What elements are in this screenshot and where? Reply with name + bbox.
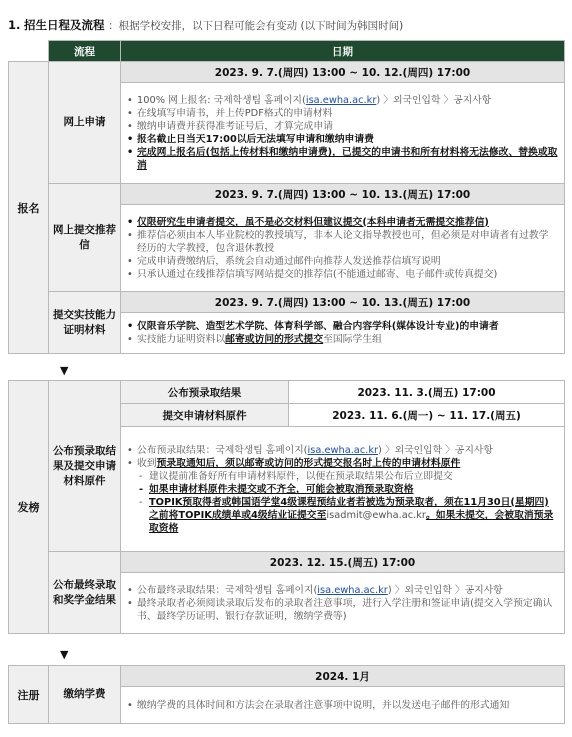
details-final xyxy=(121,573,565,634)
list-item: • 实技能力证明资料以邮寄或访问的形式提交至国际学生组 xyxy=(127,333,558,346)
list-item: • 报名截止日当天17:00以后无法填写申请和缴纳申请费 xyxy=(127,133,558,146)
list-item: - TOPIK预取得者或韩国语学堂4级课程预结业者若被选为预录取者，须在11月30日(星期四)之前将TOPIK成绩单或4级结业证提交至isadmit@ewha.ac.kr。如果未提交，会被取消预录取资格 xyxy=(127,496,558,535)
header-date: 日期 xyxy=(121,41,565,62)
section-heading xyxy=(8,17,403,33)
announce-label: 公布预录取结果 xyxy=(121,381,289,404)
list-item: • 仅限研究生申请者提交，虽不是必交材料但建议提交(本科申请者无需提交推荐信) xyxy=(127,216,558,229)
list-item: • 100% 网上报名: 국제학생팀 홈페이지(isa.ewha.ac.kr) 〉외국인입학 〉공지사항 xyxy=(127,94,558,107)
list-item: • 缴纳学费的具体时间和方法会在录取者注意事项中说明，并以发送电子邮件的形式通知 xyxy=(127,699,558,712)
details-tuition xyxy=(121,687,565,724)
list-item: • 收到预录取通知后，须以邮寄或访问的形式提交报名时上传的申请材料原件 xyxy=(127,457,558,470)
date-recommendation: 2023. 9. 7.(周四) 13:00 ~ 10. 13.(周五) 17:00 xyxy=(121,184,565,205)
list-item: • 只承认通过在线推荐信填写网站提交的推荐信(不能通过邮寄、电子邮件或传真提交) xyxy=(127,268,558,281)
details-recommendation xyxy=(121,205,565,292)
step-prelim: 公布预录取结果及提交申请材料原件 xyxy=(49,381,121,552)
section-note: ：根据学校安排，以下日程可能会有变动 (以下时间为韩国时间) xyxy=(108,20,404,32)
list-item: • 完成网上报名后(包括上传材料和缴纳申请费)，已提交的申请书和所有材料将无法修改、替换或取消 xyxy=(127,146,558,172)
category-apply: 报名 xyxy=(9,62,49,354)
docs-label: 提交申请材料原件 xyxy=(121,404,289,427)
list-item: • 最终录取者必须阅读录取后发布的录取者注意事项，进行入学注册和签证申请(提交入学预定确认书、最终学历证明、银行存款证明，缴纳学费等) xyxy=(127,597,558,623)
step-recommendation: 网上提交推荐信 xyxy=(49,184,121,292)
isa-link[interactable]: isa.ewha.ac.kr xyxy=(317,584,388,596)
date-tuition: 2024. 1月 xyxy=(121,666,565,687)
category-register: 注册 xyxy=(9,666,49,724)
details-prelim xyxy=(121,427,565,552)
details-online-apply xyxy=(121,83,565,184)
header-process: 流程 xyxy=(49,41,121,62)
section-title: 招生日程及流程 xyxy=(24,18,105,32)
list-item: • 推荐信必须由本人毕业院校的教授填写，非本人论文指导教授也可，但必须是对申请者有过教学经历的大学教授，包含退休教授 xyxy=(127,229,558,255)
list-item: • 公布最终录取结果：국제학생팀 홈페이지(isa.ewha.ac.kr) 〉외국인입학 〉공지사항 xyxy=(127,584,558,597)
step-tuition: 缴纳学费 xyxy=(49,666,121,724)
flow-arrow-down-icon: ▼ xyxy=(60,648,69,661)
email-text: isadmit@ewha.ac.kr xyxy=(326,509,426,521)
flow-arrow-down-icon: ▼ xyxy=(60,364,69,377)
list-item: • 仅限音乐学院、造型艺术学院、体育科学部、融合内容学科(媒体设计专业)的申请者 xyxy=(127,320,558,333)
step-final: 公布最终录取和奖学金结果 xyxy=(49,552,121,634)
list-item: • 在线填写申请书，并上传PDF格式的申请材料 xyxy=(127,107,558,120)
category-result: 发榜 xyxy=(9,381,49,634)
header-blank xyxy=(9,41,49,62)
list-item: • 缴纳申请费并获得准考证号后，才算完成申请 xyxy=(127,120,558,133)
step-online-apply: 网上申请 xyxy=(49,62,121,184)
section-number: 1. xyxy=(8,18,21,32)
list-item: • 完成申请费缴纳后，系统会自动通过邮件向推荐人发送推荐信填写说明 xyxy=(127,255,558,268)
docs-date: 2023. 11. 6.(周一) ~ 11. 17.(周五) xyxy=(289,404,565,427)
list-item: - 如果申请材料原件未提交或不齐全，可能会被取消预录取资格 xyxy=(127,483,558,496)
list-item: - 建议提前准备好所有申请材料原件，以便在预录取结果公布后立即提交 xyxy=(127,470,558,483)
details-practical xyxy=(121,313,565,354)
result-table xyxy=(8,380,565,634)
list-item: • 公布预录取结果：국제학생팀 홈페이지(isa.ewha.ac.kr) 〉외국인입학 〉공지사항 xyxy=(127,444,558,457)
isa-link[interactable]: isa.ewha.ac.kr xyxy=(307,444,379,456)
date-online-apply: 2023. 9. 7.(周四) 13:00 ~ 10. 12.(周四) 17:00 xyxy=(121,62,565,83)
date-final: 2023. 12. 15.(周五) 17:00 xyxy=(121,552,565,573)
apply-table xyxy=(8,40,565,354)
date-practical: 2023. 9. 7.(周四) 13:00 ~ 10. 13.(周五) 17:00 xyxy=(121,292,565,313)
isa-link[interactable]: isa.ewha.ac.kr xyxy=(305,95,377,106)
register-table xyxy=(8,665,565,724)
announce-date: 2023. 11. 3.(周五) 17:00 xyxy=(289,381,565,404)
step-practical: 提交实技能力证明材料 xyxy=(49,292,121,354)
